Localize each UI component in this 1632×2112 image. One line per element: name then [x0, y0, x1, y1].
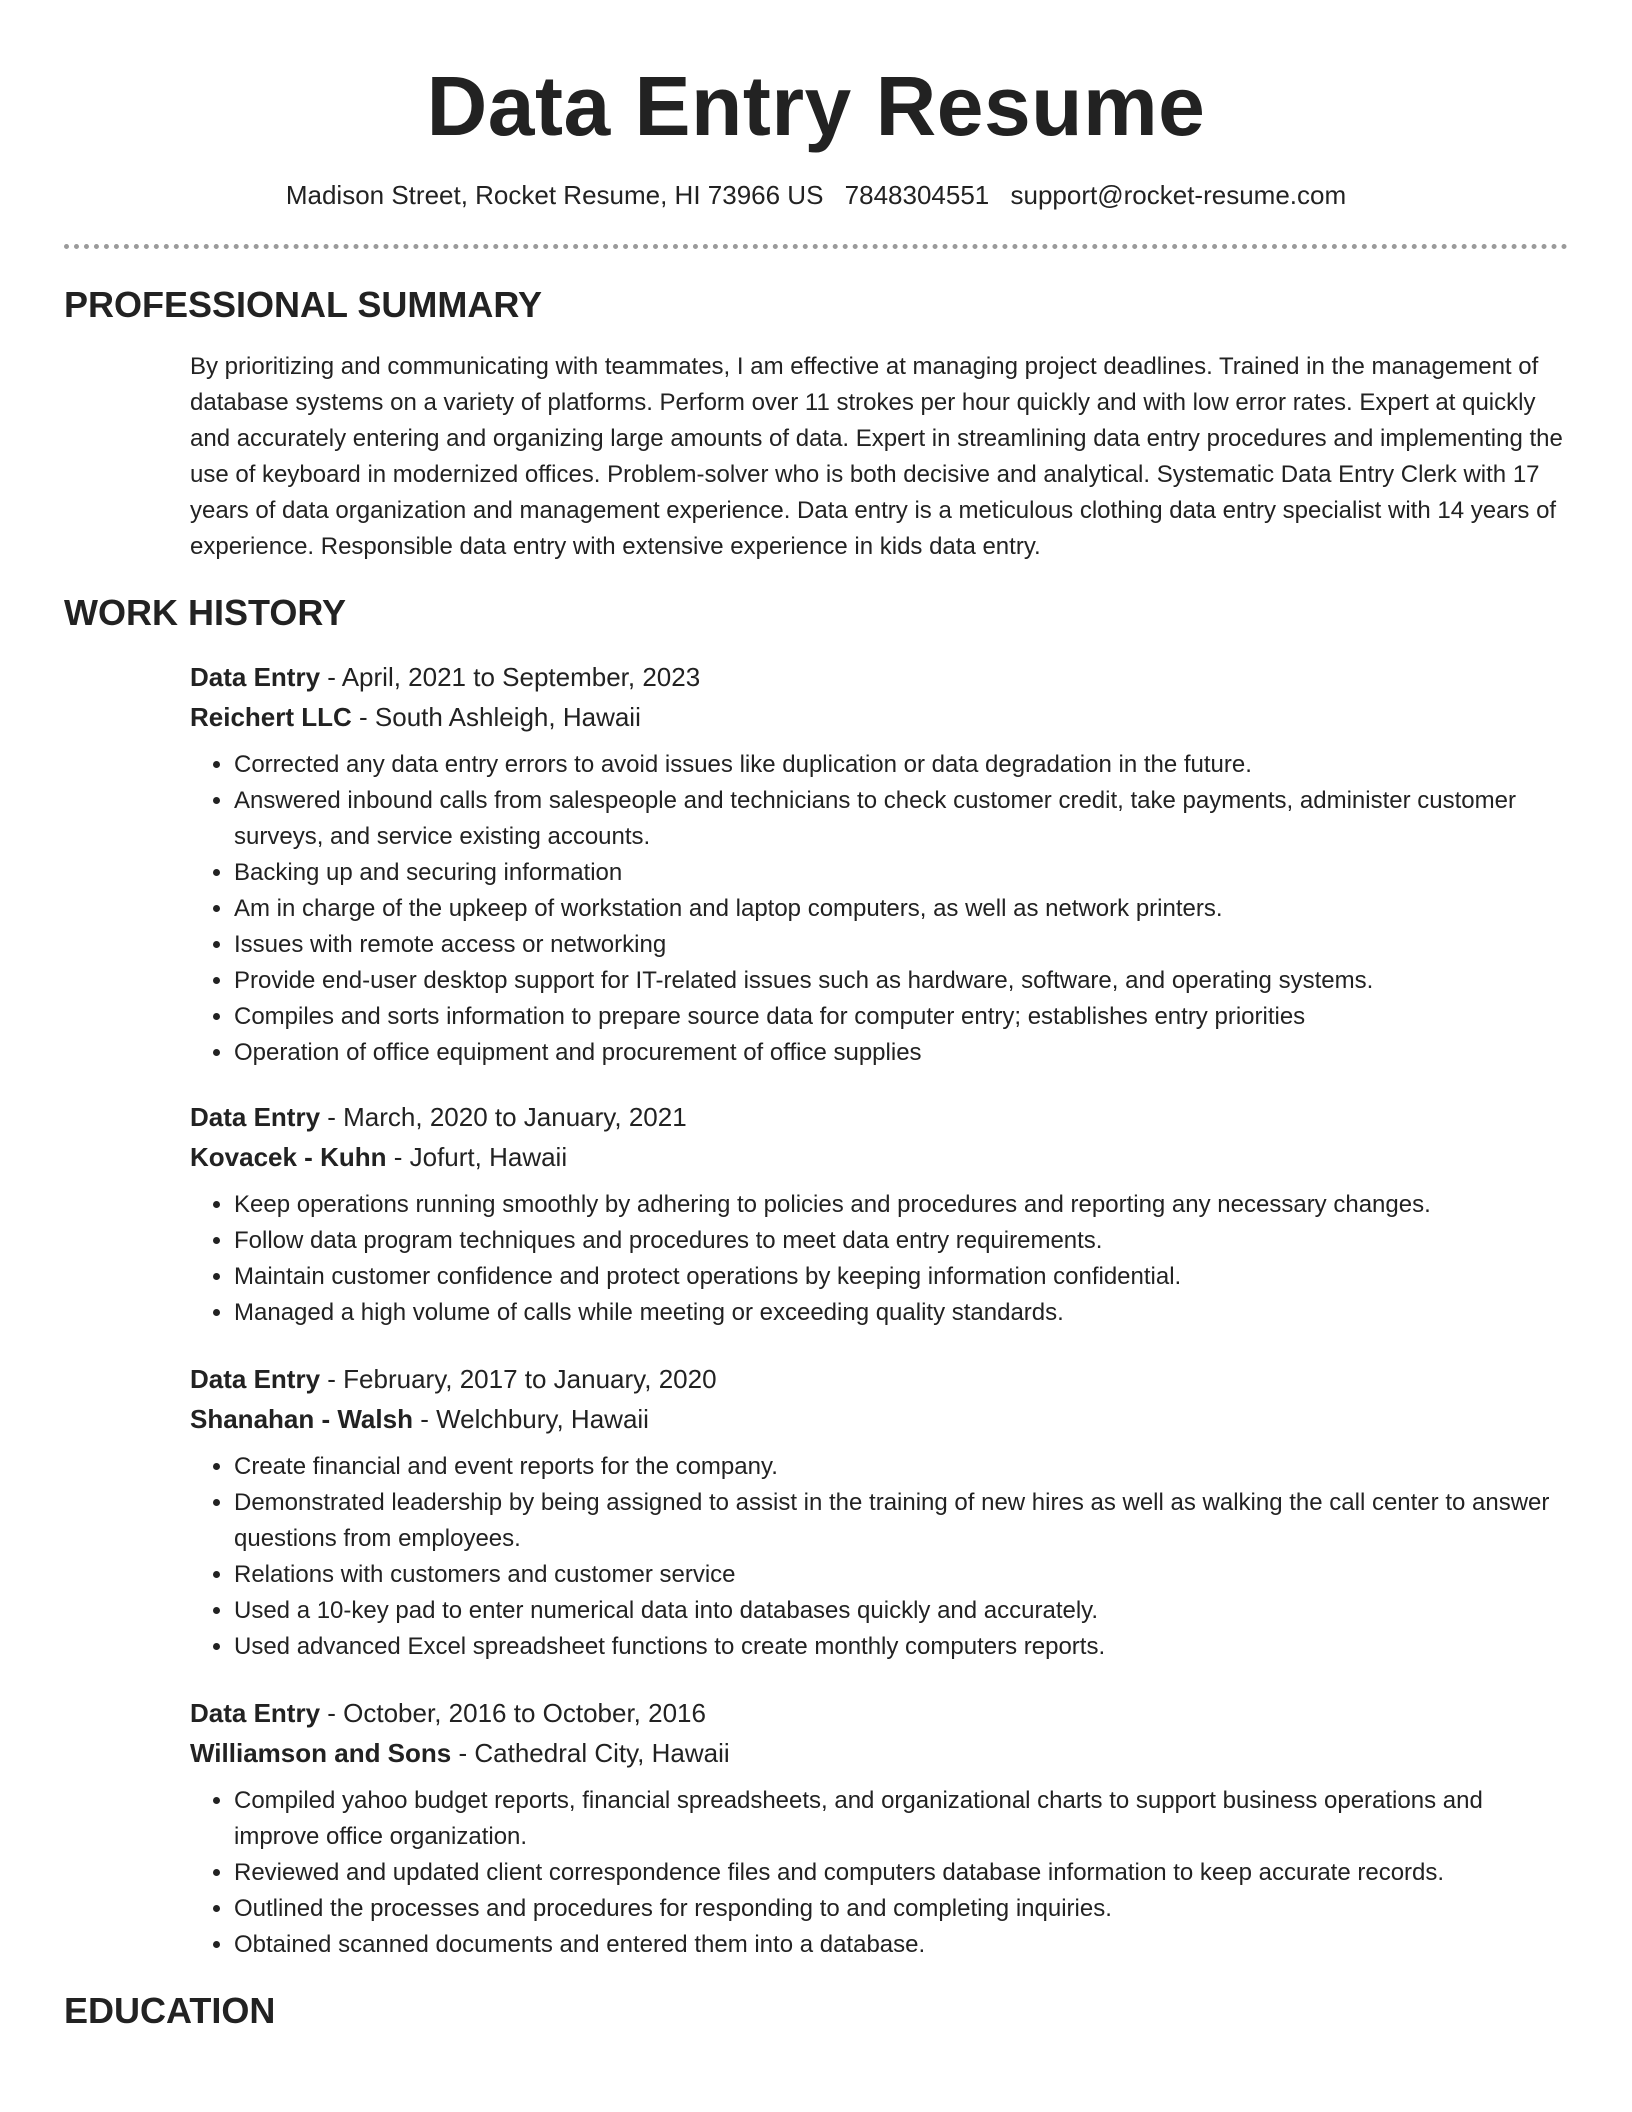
contact-email: support@rocket-resume.com	[1010, 180, 1347, 210]
job-company-line	[190, 1137, 1568, 1177]
job-bullet: • Provide end-user desktop support for IT-related issues such as hardware, software, and operating systems.	[234, 963, 1568, 999]
job-location: - Welchbury, Hawaii	[412, 1404, 649, 1434]
job-dates: - April, 2021 to September, 2023	[320, 662, 701, 692]
contact-phone: 7848304551	[844, 180, 990, 210]
job-bullet: • Create financial and event reports for the company.	[234, 1449, 1568, 1485]
job-bullet: • Compiles and sorts information to prepare source data for computer entry; establishes entry priorities	[234, 999, 1568, 1035]
job-bullet: • Follow data program techniques and procedures to meet data entry requirements.	[234, 1223, 1568, 1259]
job-title: Data Entry	[190, 1102, 321, 1132]
job-bullet: • Used advanced Excel spreadsheet functions to create monthly computers reports.	[234, 1629, 1568, 1665]
job-company-line	[190, 1399, 1568, 1439]
job-dates: - March, 2020 to January, 2021	[320, 1102, 687, 1132]
job-title: Data Entry	[190, 1698, 321, 1728]
job-bullet: • Backing up and securing information	[234, 855, 1568, 891]
job-dates: - February, 2017 to January, 2020	[320, 1364, 717, 1394]
job-bullet: • Reviewed and updated client correspondence files and computers database information to keep accurate records.	[234, 1855, 1568, 1891]
job-title-line	[190, 657, 1568, 697]
job-bullet: • Relations with customers and customer service	[234, 1557, 1568, 1593]
job-company-line	[190, 697, 1568, 737]
job-entry	[190, 657, 1568, 1071]
job-bullet-list	[190, 747, 1568, 1071]
job-company: Williamson and Sons	[190, 1738, 452, 1768]
job-bullet-list	[190, 1783, 1568, 1963]
job-bullet: • Outlined the processes and procedures for responding to and completing inquiries.	[234, 1891, 1568, 1927]
job-title: Data Entry	[190, 1364, 321, 1394]
job-bullet: • Used a 10-key pad to enter numerical data into databases quickly and accurately.	[234, 1593, 1568, 1629]
job-company: Kovacek - Kuhn	[190, 1142, 387, 1172]
job-title-line	[190, 1693, 1568, 1733]
job-bullet: • Compiled yahoo budget reports, financial spreadsheets, and organizational charts to support business operations and improve office organization.	[234, 1783, 1568, 1855]
job-title: Data Entry	[190, 662, 321, 692]
job-bullet: • Demonstrated leadership by being assigned to assist in the training of new hires as well as walking the call center to answer questions from employees.	[234, 1485, 1568, 1557]
job-location: - Jofurt, Hawaii	[386, 1142, 568, 1172]
summary-heading: PROFESSIONAL SUMMARY	[64, 284, 543, 325]
job-title-line	[190, 1359, 1568, 1399]
job-bullet: • Keep operations running smoothly by adhering to policies and procedures and reporting any necessary changes.	[234, 1187, 1568, 1223]
job-entry	[190, 1359, 1568, 1665]
job-company: Shanahan - Walsh	[190, 1404, 413, 1434]
education-heading: EDUCATION	[64, 1990, 276, 2031]
contact-line	[64, 178, 1568, 212]
job-bullet: • Managed a high volume of calls while meeting or exceeding quality standards.	[234, 1295, 1568, 1331]
job-company-line	[190, 1733, 1568, 1773]
job-bullet-list	[190, 1187, 1568, 1331]
job-bullet: • Operation of office equipment and procurement of office supplies	[234, 1035, 1568, 1071]
work-history-heading: WORK HISTORY	[64, 592, 347, 633]
job-bullet-list	[190, 1449, 1568, 1665]
job-bullet: • Maintain customer confidence and protect operations by keeping information confidential.	[234, 1259, 1568, 1295]
job-title-line	[190, 1097, 1568, 1137]
job-bullet: • Issues with remote access or networking	[234, 927, 1568, 963]
job-bullet: • Obtained scanned documents and entered them into a database.	[234, 1927, 1568, 1963]
job-location: - Cathedral City, Hawaii	[451, 1738, 730, 1768]
job-location: - South Ashleigh, Hawaii	[351, 702, 641, 732]
job-dates: - October, 2016 to October, 2016	[320, 1698, 706, 1728]
job-bullet: • Answered inbound calls from salespeople and technicians to check customer credit, take payments, administer customer surveys, and service existing accounts.	[234, 783, 1568, 855]
summary-text: By prioritizing and communicating with teammates, I am effective at managing project deadlines. Trained in the management of database systems on a variety of platforms. Perform over 11 strokes per hour quickly and with low error rates. Expert at quickly and accurately entering and organizing large amounts of data. Expert in streamlining data entry procedures and implementing the use of keyboard in modernized offices. Problem-solver who is both decisive and analytical. Systematic Data Entry Clerk with 17 years of data organization and management experience. Data entry is a meticulous clothing data entry specialist with 14 years of experience. Responsible data entry with extensive experience in kids data entry.	[190, 353, 1563, 560]
resume-title: Data Entry Resume	[426, 59, 1206, 153]
header-divider	[64, 244, 1568, 249]
job-company: Reichert LLC	[190, 702, 352, 732]
contact-address: Madison Street, Rocket Resume, HI 73966 US	[285, 180, 824, 210]
job-entry	[190, 1097, 1568, 1331]
job-bullet: • Corrected any data entry errors to avoid issues like duplication or data degradation in the future.	[234, 747, 1568, 783]
job-entry	[190, 1693, 1568, 1963]
resume-page	[64, 0, 1568, 2033]
job-bullet: • Am in charge of the upkeep of workstation and laptop computers, as well as network printers.	[234, 891, 1568, 927]
